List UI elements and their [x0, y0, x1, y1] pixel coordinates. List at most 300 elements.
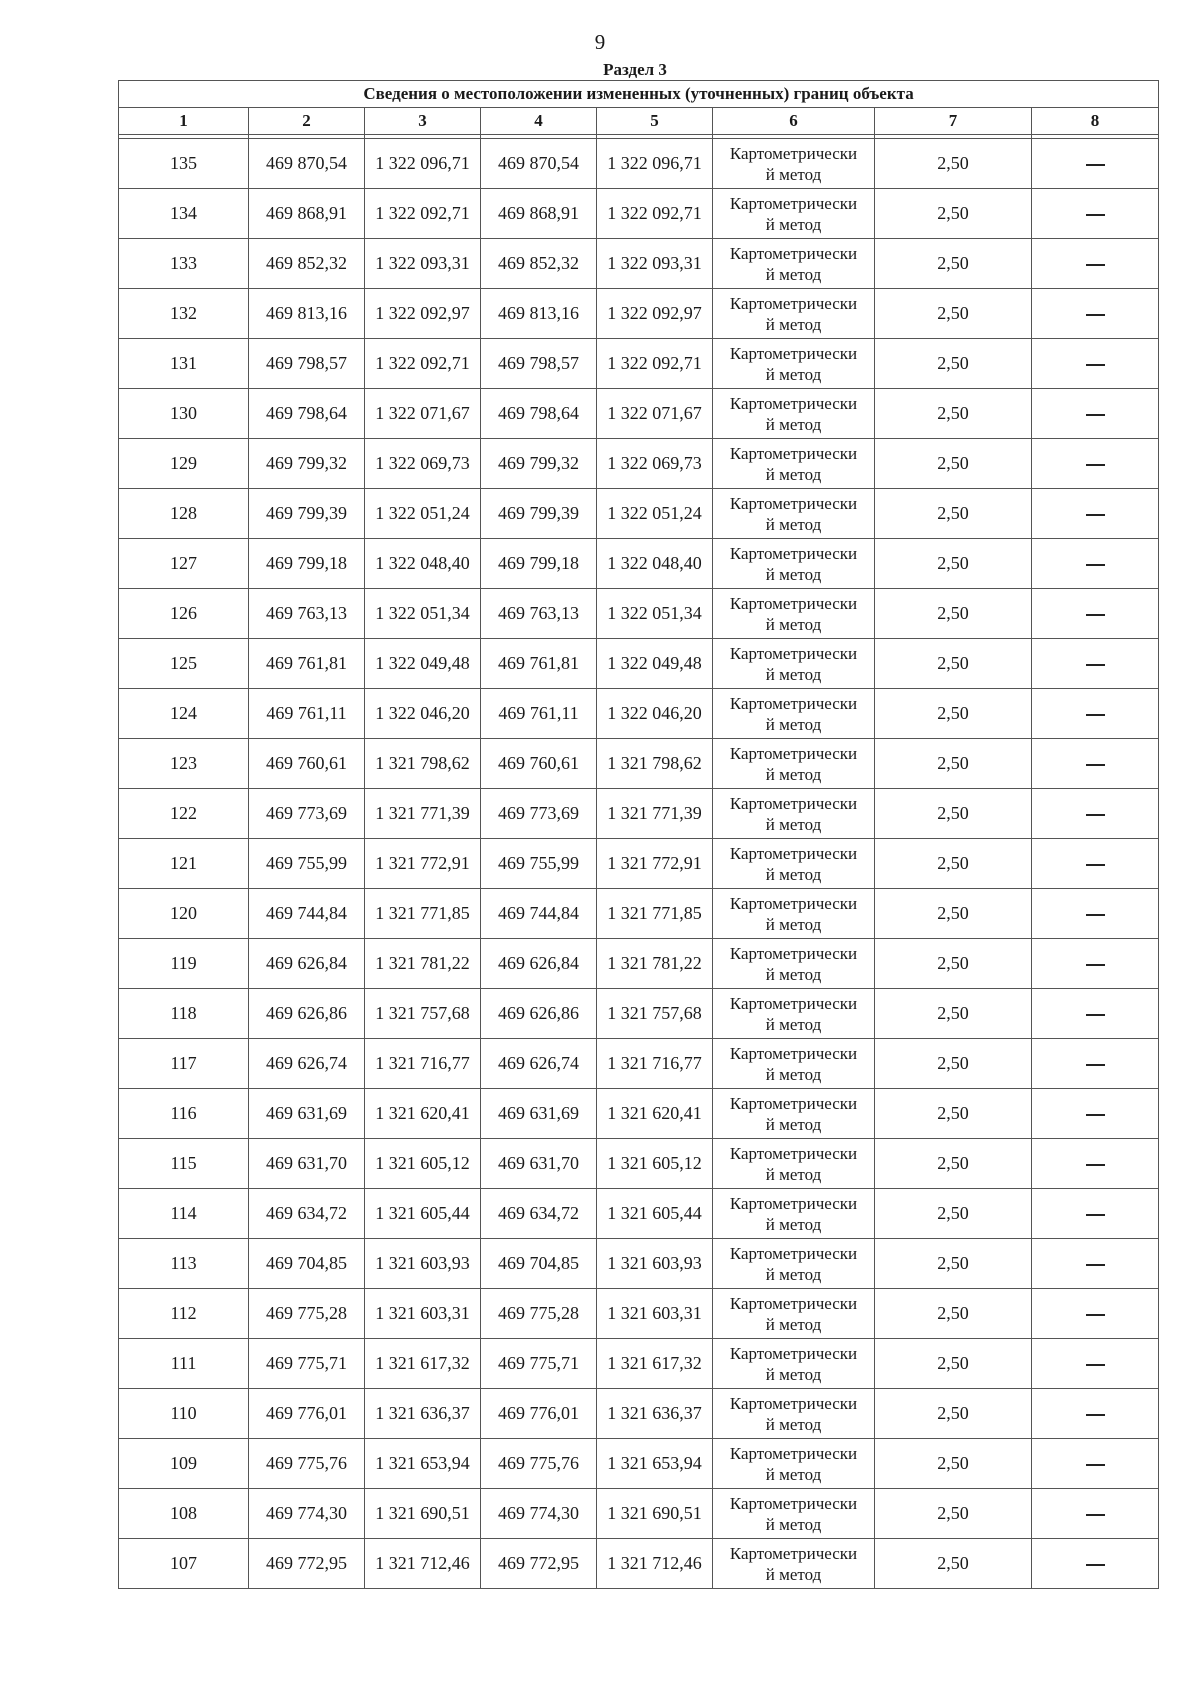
- y-coordinate-new: 1 321 771,85: [597, 889, 713, 939]
- x-coordinate-new: 469 776,01: [481, 1389, 597, 1439]
- accuracy-value: 2,50: [875, 139, 1032, 189]
- y-coordinate-existing: 1 321 771,85: [365, 889, 481, 939]
- y-coordinate-existing: 1 322 049,48: [365, 639, 481, 689]
- method-line-1: Картометрически: [729, 493, 858, 513]
- point-number: 108: [119, 1489, 249, 1539]
- accuracy-value: 2,50: [875, 589, 1032, 639]
- y-coordinate-existing: 1 321 712,46: [365, 1539, 481, 1589]
- x-coordinate-existing: 469 775,71: [249, 1339, 365, 1389]
- y-coordinate-existing: 1 321 653,94: [365, 1439, 481, 1489]
- x-coordinate-new: 469 761,11: [481, 689, 597, 739]
- column-number: 4: [481, 108, 597, 135]
- x-coordinate-new: 469 760,61: [481, 739, 597, 789]
- point-number: 125: [119, 639, 249, 689]
- x-coordinate-existing: 469 626,74: [249, 1039, 365, 1089]
- x-coordinate-new: 469 798,64: [481, 389, 597, 439]
- x-coordinate-existing: 469 775,76: [249, 1439, 365, 1489]
- y-coordinate-new: 1 321 636,37: [597, 1389, 713, 1439]
- empty-dash-mark: [1086, 814, 1105, 816]
- method-cell: [713, 739, 875, 789]
- x-coordinate-existing: 469 772,95: [249, 1539, 365, 1589]
- table-row: [119, 1439, 1159, 1489]
- point-number: 127: [119, 539, 249, 589]
- x-coordinate-new: 469 870,54: [481, 139, 597, 189]
- method-cell: [713, 1239, 875, 1289]
- point-number: 117: [119, 1039, 249, 1089]
- table-row: [119, 1139, 1159, 1189]
- y-coordinate-existing: 1 321 603,31: [365, 1289, 481, 1339]
- y-coordinate-existing: 1 322 092,97: [365, 289, 481, 339]
- empty-dash-mark: [1086, 764, 1105, 766]
- method-line-1: Картометрически: [729, 543, 858, 563]
- accuracy-value: 2,50: [875, 939, 1032, 989]
- accuracy-value: 2,50: [875, 289, 1032, 339]
- x-coordinate-existing: 469 755,99: [249, 839, 365, 889]
- x-coordinate-existing: 469 634,72: [249, 1189, 365, 1239]
- note-cell: [1032, 1389, 1159, 1439]
- method-cell: [713, 789, 875, 839]
- method-line-1: Картометрически: [729, 1443, 858, 1463]
- y-coordinate-new: 1 321 712,46: [597, 1539, 713, 1589]
- point-number: 134: [119, 189, 249, 239]
- accuracy-value: 2,50: [875, 1489, 1032, 1539]
- x-coordinate-existing: 469 870,54: [249, 139, 365, 189]
- method-cell: [713, 989, 875, 1039]
- point-number: 124: [119, 689, 249, 739]
- table-row: [119, 439, 1159, 489]
- x-coordinate-existing: 469 776,01: [249, 1389, 365, 1439]
- y-coordinate-new: 1 322 069,73: [597, 439, 713, 489]
- method-line-2: й метод: [765, 864, 822, 884]
- note-cell: [1032, 389, 1159, 439]
- x-coordinate-existing: 469 799,39: [249, 489, 365, 539]
- point-number: 129: [119, 439, 249, 489]
- x-coordinate-new: 469 775,76: [481, 1439, 597, 1489]
- accuracy-value: 2,50: [875, 1539, 1032, 1589]
- y-coordinate-new: 1 322 051,24: [597, 489, 713, 539]
- y-coordinate-existing: 1 322 093,31: [365, 239, 481, 289]
- note-cell: [1032, 1089, 1159, 1139]
- table-title-row: [119, 81, 1159, 108]
- method-line-1: Картометрически: [729, 193, 858, 213]
- x-coordinate-new: 469 631,70: [481, 1139, 597, 1189]
- method-line-2: й метод: [765, 314, 822, 334]
- method-line-1: Картометрически: [729, 1393, 858, 1413]
- point-number: 115: [119, 1139, 249, 1189]
- method-cell: [713, 189, 875, 239]
- note-cell: [1032, 189, 1159, 239]
- empty-dash-mark: [1086, 1064, 1105, 1066]
- method-line-2: й метод: [765, 1414, 822, 1434]
- y-coordinate-new: 1 322 096,71: [597, 139, 713, 189]
- method-line-1: Картометрически: [729, 743, 858, 763]
- point-number: 122: [119, 789, 249, 839]
- table-row: [119, 1389, 1159, 1439]
- note-cell: [1032, 889, 1159, 939]
- table-row: [119, 689, 1159, 739]
- note-cell: [1032, 789, 1159, 839]
- x-coordinate-new: 469 761,81: [481, 639, 597, 689]
- note-cell: [1032, 1039, 1159, 1089]
- y-coordinate-new: 1 321 757,68: [597, 989, 713, 1039]
- empty-dash-mark: [1086, 664, 1105, 666]
- note-cell: [1032, 1239, 1159, 1289]
- method-line-1: Картометрически: [729, 593, 858, 613]
- accuracy-value: 2,50: [875, 439, 1032, 489]
- method-line-2: й метод: [765, 564, 822, 584]
- note-cell: [1032, 1439, 1159, 1489]
- y-coordinate-existing: 1 322 048,40: [365, 539, 481, 589]
- point-number: 120: [119, 889, 249, 939]
- table-row: [119, 1289, 1159, 1339]
- method-cell: [713, 139, 875, 189]
- empty-dash-mark: [1086, 514, 1105, 516]
- point-number: 109: [119, 1439, 249, 1489]
- method-line-1: Картометрически: [729, 1043, 858, 1063]
- note-cell: [1032, 339, 1159, 389]
- point-number: 123: [119, 739, 249, 789]
- y-coordinate-existing: 1 321 690,51: [365, 1489, 481, 1539]
- method-line-1: Картометрически: [729, 1543, 858, 1563]
- note-cell: [1032, 139, 1159, 189]
- point-number: 128: [119, 489, 249, 539]
- method-line-1: Картометрически: [729, 1093, 858, 1113]
- accuracy-value: 2,50: [875, 1439, 1032, 1489]
- method-line-2: й метод: [765, 964, 822, 984]
- x-coordinate-existing: 469 744,84: [249, 889, 365, 939]
- y-coordinate-new: 1 322 092,71: [597, 339, 713, 389]
- accuracy-value: 2,50: [875, 689, 1032, 739]
- y-coordinate-existing: 1 322 092,71: [365, 189, 481, 239]
- note-cell: [1032, 239, 1159, 289]
- table-title: Сведения о местоположении измененных (уточненных) границ объекта: [119, 81, 1159, 108]
- note-cell: [1032, 1539, 1159, 1589]
- y-coordinate-new: 1 322 046,20: [597, 689, 713, 739]
- empty-dash-mark: [1086, 364, 1105, 366]
- note-cell: [1032, 689, 1159, 739]
- point-number: 126: [119, 589, 249, 639]
- method-line-1: Картометрически: [729, 143, 858, 163]
- x-coordinate-new: 469 626,74: [481, 1039, 597, 1089]
- accuracy-value: 2,50: [875, 1239, 1032, 1289]
- column-number: 2: [249, 108, 365, 135]
- method-line-2: й метод: [765, 414, 822, 434]
- point-number: 132: [119, 289, 249, 339]
- table-row: [119, 139, 1159, 189]
- x-coordinate-new: 469 772,95: [481, 1539, 597, 1589]
- y-coordinate-existing: 1 321 603,93: [365, 1239, 481, 1289]
- x-coordinate-existing: 469 761,81: [249, 639, 365, 689]
- x-coordinate-new: 469 634,72: [481, 1189, 597, 1239]
- x-coordinate-new: 469 813,16: [481, 289, 597, 339]
- empty-dash-mark: [1086, 1214, 1105, 1216]
- accuracy-value: 2,50: [875, 1139, 1032, 1189]
- y-coordinate-new: 1 321 605,44: [597, 1189, 713, 1239]
- method-cell: [713, 1289, 875, 1339]
- column-number: 1: [119, 108, 249, 135]
- y-coordinate-new: 1 321 716,77: [597, 1039, 713, 1089]
- accuracy-value: 2,50: [875, 489, 1032, 539]
- accuracy-value: 2,50: [875, 1389, 1032, 1439]
- point-number: 107: [119, 1539, 249, 1589]
- method-line-2: й метод: [765, 1314, 822, 1334]
- method-line-2: й метод: [765, 1214, 822, 1234]
- table-row: [119, 589, 1159, 639]
- y-coordinate-existing: 1 321 605,44: [365, 1189, 481, 1239]
- method-line-1: Картометрически: [729, 393, 858, 413]
- x-coordinate-new: 469 775,28: [481, 1289, 597, 1339]
- x-coordinate-new: 469 631,69: [481, 1089, 597, 1139]
- accuracy-value: 2,50: [875, 1089, 1032, 1139]
- table-row: [119, 189, 1159, 239]
- accuracy-value: 2,50: [875, 389, 1032, 439]
- empty-dash-mark: [1086, 314, 1105, 316]
- column-number: 5: [597, 108, 713, 135]
- x-coordinate-existing: 469 798,64: [249, 389, 365, 439]
- method-line-2: й метод: [765, 1114, 822, 1134]
- method-line-1: Картометрически: [729, 1493, 858, 1513]
- column-number: 8: [1032, 108, 1159, 135]
- table-row: [119, 389, 1159, 439]
- method-line-1: Картометрически: [729, 943, 858, 963]
- y-coordinate-new: 1 321 690,51: [597, 1489, 713, 1539]
- point-number: 121: [119, 839, 249, 889]
- table-row: [119, 1539, 1159, 1589]
- method-cell: [713, 1089, 875, 1139]
- empty-dash-mark: [1086, 1164, 1105, 1166]
- x-coordinate-existing: 469 626,84: [249, 939, 365, 989]
- method-line-2: й метод: [765, 214, 822, 234]
- coordinates-table: [118, 80, 1159, 1589]
- method-line-1: Картометрически: [729, 893, 858, 913]
- point-number: 119: [119, 939, 249, 989]
- y-coordinate-new: 1 321 617,32: [597, 1339, 713, 1389]
- accuracy-value: 2,50: [875, 239, 1032, 289]
- method-line-1: Картометрически: [729, 1293, 858, 1313]
- y-coordinate-existing: 1 321 771,39: [365, 789, 481, 839]
- method-cell: [713, 1489, 875, 1539]
- x-coordinate-existing: 469 799,32: [249, 439, 365, 489]
- empty-dash-mark: [1086, 1364, 1105, 1366]
- empty-dash-mark: [1086, 214, 1105, 216]
- method-cell: [713, 1189, 875, 1239]
- y-coordinate-existing: 1 321 781,22: [365, 939, 481, 989]
- point-number: 130: [119, 389, 249, 439]
- y-coordinate-new: 1 321 620,41: [597, 1089, 713, 1139]
- empty-dash-mark: [1086, 464, 1105, 466]
- y-coordinate-new: 1 321 653,94: [597, 1439, 713, 1489]
- method-line-2: й метод: [765, 814, 822, 834]
- table-row: [119, 239, 1159, 289]
- empty-dash-mark: [1086, 1264, 1105, 1266]
- accuracy-value: 2,50: [875, 1189, 1032, 1239]
- point-number: 110: [119, 1389, 249, 1439]
- empty-dash-mark: [1086, 564, 1105, 566]
- y-coordinate-new: 1 322 093,31: [597, 239, 713, 289]
- x-coordinate-existing: 469 760,61: [249, 739, 365, 789]
- y-coordinate-existing: 1 322 071,67: [365, 389, 481, 439]
- column-number: 7: [875, 108, 1032, 135]
- table-row: [119, 1089, 1159, 1139]
- method-line-1: Картометрически: [729, 1143, 858, 1163]
- accuracy-value: 2,50: [875, 339, 1032, 389]
- y-coordinate-new: 1 322 071,67: [597, 389, 713, 439]
- method-cell: [713, 489, 875, 539]
- y-coordinate-new: 1 321 772,91: [597, 839, 713, 889]
- point-number: 131: [119, 339, 249, 389]
- table-row: [119, 539, 1159, 589]
- empty-dash-mark: [1086, 1414, 1105, 1416]
- x-coordinate-existing: 469 774,30: [249, 1489, 365, 1539]
- x-coordinate-existing: 469 773,69: [249, 789, 365, 839]
- x-coordinate-existing: 469 813,16: [249, 289, 365, 339]
- y-coordinate-new: 1 322 092,97: [597, 289, 713, 339]
- y-coordinate-existing: 1 321 798,62: [365, 739, 481, 789]
- column-number: 6: [713, 108, 875, 135]
- empty-dash-mark: [1086, 914, 1105, 916]
- x-coordinate-new: 469 763,13: [481, 589, 597, 639]
- empty-dash-mark: [1086, 1014, 1105, 1016]
- y-coordinate-new: 1 322 049,48: [597, 639, 713, 689]
- x-coordinate-existing: 469 626,86: [249, 989, 365, 1039]
- table-row: [119, 1489, 1159, 1539]
- x-coordinate-existing: 469 631,69: [249, 1089, 365, 1139]
- method-cell: [713, 1339, 875, 1389]
- point-number: 113: [119, 1239, 249, 1289]
- point-number: 116: [119, 1089, 249, 1139]
- method-line-2: й метод: [765, 1064, 822, 1084]
- note-cell: [1032, 1339, 1159, 1389]
- method-line-2: й метод: [765, 614, 822, 634]
- y-coordinate-new: 1 322 048,40: [597, 539, 713, 589]
- accuracy-value: 2,50: [875, 639, 1032, 689]
- method-line-2: й метод: [765, 1364, 822, 1384]
- accuracy-value: 2,50: [875, 189, 1032, 239]
- method-line-1: Картометрически: [729, 243, 858, 263]
- x-coordinate-new: 469 799,32: [481, 439, 597, 489]
- x-coordinate-new: 469 852,32: [481, 239, 597, 289]
- note-cell: [1032, 439, 1159, 489]
- note-cell: [1032, 639, 1159, 689]
- x-coordinate-existing: 469 761,11: [249, 689, 365, 739]
- empty-dash-mark: [1086, 714, 1105, 716]
- method-line-2: й метод: [765, 164, 822, 184]
- method-cell: [713, 339, 875, 389]
- y-coordinate-existing: 1 322 051,34: [365, 589, 481, 639]
- note-cell: [1032, 939, 1159, 989]
- y-coordinate-new: 1 322 051,34: [597, 589, 713, 639]
- accuracy-value: 2,50: [875, 539, 1032, 589]
- y-coordinate-existing: 1 321 772,91: [365, 839, 481, 889]
- method-cell: [713, 1389, 875, 1439]
- y-coordinate-existing: 1 321 757,68: [365, 989, 481, 1039]
- method-cell: [713, 539, 875, 589]
- table-row: [119, 989, 1159, 1039]
- method-line-2: й метод: [765, 1014, 822, 1034]
- empty-dash-mark: [1086, 164, 1105, 166]
- x-coordinate-existing: 469 763,13: [249, 589, 365, 639]
- method-line-2: й метод: [765, 914, 822, 934]
- method-line-1: Картометрически: [729, 993, 858, 1013]
- x-coordinate-new: 469 755,99: [481, 839, 597, 889]
- table-row: [119, 639, 1159, 689]
- accuracy-value: 2,50: [875, 1039, 1032, 1089]
- x-coordinate-existing: 469 799,18: [249, 539, 365, 589]
- x-coordinate-new: 469 626,86: [481, 989, 597, 1039]
- method-cell: [713, 589, 875, 639]
- note-cell: [1032, 289, 1159, 339]
- y-coordinate-existing: 1 322 096,71: [365, 139, 481, 189]
- note-cell: [1032, 1139, 1159, 1189]
- method-line-2: й метод: [765, 264, 822, 284]
- method-line-2: й метод: [765, 1164, 822, 1184]
- point-number: 118: [119, 989, 249, 1039]
- y-coordinate-existing: 1 322 046,20: [365, 689, 481, 739]
- empty-dash-mark: [1086, 614, 1105, 616]
- method-line-1: Картометрически: [729, 1343, 858, 1363]
- y-coordinate-existing: 1 321 617,32: [365, 1339, 481, 1389]
- table-row: [119, 739, 1159, 789]
- accuracy-value: 2,50: [875, 1339, 1032, 1389]
- column-number-row: [119, 108, 1159, 135]
- x-coordinate-existing: 469 798,57: [249, 339, 365, 389]
- empty-dash-mark: [1086, 1314, 1105, 1316]
- method-line-1: Картометрически: [729, 843, 858, 863]
- method-line-2: й метод: [765, 1464, 822, 1484]
- y-coordinate-new: 1 321 603,31: [597, 1289, 713, 1339]
- method-line-1: Картометрически: [729, 693, 858, 713]
- y-coordinate-existing: 1 321 620,41: [365, 1089, 481, 1139]
- note-cell: [1032, 989, 1159, 1039]
- y-coordinate-existing: 1 321 636,37: [365, 1389, 481, 1439]
- page-number: 9: [594, 30, 606, 54]
- table-row: [119, 839, 1159, 889]
- method-line-2: й метод: [765, 714, 822, 734]
- method-cell: [713, 389, 875, 439]
- note-cell: [1032, 839, 1159, 889]
- table-row: [119, 1239, 1159, 1289]
- method-cell: [713, 639, 875, 689]
- x-coordinate-new: 469 626,84: [481, 939, 597, 989]
- empty-dash-mark: [1086, 864, 1105, 866]
- section-heading: Раздел 3: [603, 60, 667, 79]
- x-coordinate-new: 469 744,84: [481, 889, 597, 939]
- x-coordinate-new: 469 799,39: [481, 489, 597, 539]
- accuracy-value: 2,50: [875, 989, 1032, 1039]
- x-coordinate-new: 469 868,91: [481, 189, 597, 239]
- method-cell: [713, 1139, 875, 1189]
- y-coordinate-existing: 1 322 092,71: [365, 339, 481, 389]
- empty-dash-mark: [1086, 1114, 1105, 1116]
- table-row: [119, 1039, 1159, 1089]
- table-row: [119, 889, 1159, 939]
- x-coordinate-existing: 469 631,70: [249, 1139, 365, 1189]
- accuracy-value: 2,50: [875, 739, 1032, 789]
- method-line-2: й метод: [765, 1514, 822, 1534]
- x-coordinate-existing: 469 704,85: [249, 1239, 365, 1289]
- method-cell: [713, 939, 875, 989]
- y-coordinate-new: 1 322 092,71: [597, 189, 713, 239]
- x-coordinate-new: 469 798,57: [481, 339, 597, 389]
- method-cell: [713, 239, 875, 289]
- note-cell: [1032, 1289, 1159, 1339]
- x-coordinate-new: 469 773,69: [481, 789, 597, 839]
- y-coordinate-new: 1 321 781,22: [597, 939, 713, 989]
- point-number: 112: [119, 1289, 249, 1339]
- x-coordinate-existing: 469 868,91: [249, 189, 365, 239]
- note-cell: [1032, 539, 1159, 589]
- y-coordinate-new: 1 321 605,12: [597, 1139, 713, 1189]
